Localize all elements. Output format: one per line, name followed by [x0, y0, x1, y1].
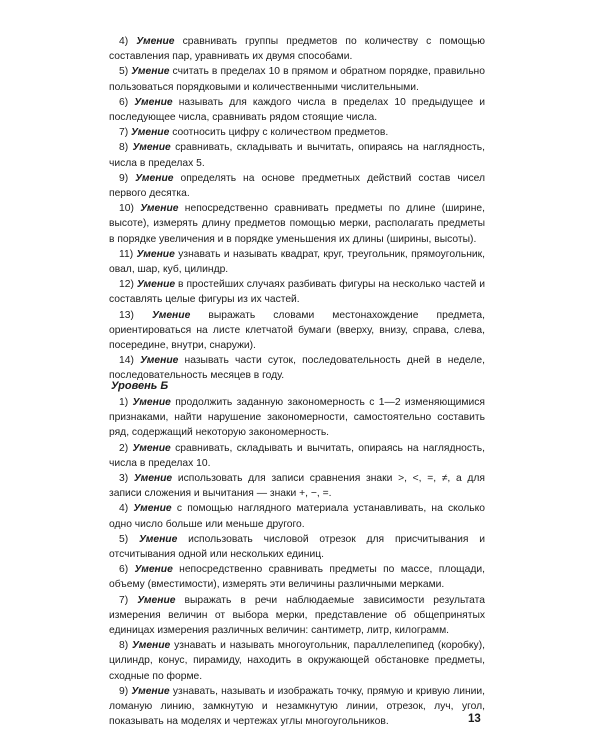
item-number: 10) [119, 203, 134, 215]
list-item [109, 277, 485, 307]
list-item [109, 95, 485, 125]
list-item [109, 638, 485, 684]
item-number: 7) [119, 594, 129, 606]
item-number: 13) [119, 309, 134, 321]
list-item [109, 64, 485, 94]
item-keyword: Умение [131, 685, 170, 697]
item-number: 3) [119, 473, 129, 485]
item-keyword: Умение [136, 248, 175, 260]
item-number: 8) [119, 142, 129, 154]
item-text: определять на основе предметных действий состав чисел первого десятка. [109, 172, 485, 200]
list-item [109, 441, 485, 471]
item-text: использовать для записи сравнения знаки >, <, =, ≠, а для записи сложения и вычитания — знаки +, −, =. [109, 473, 485, 500]
list-item [109, 308, 485, 354]
item-text: выражать в речи наблюдаемые зависимости результата измерения величин от выбора мерки, представление об общепринятых единицах измерения различных величин: сантиметр, литр, килограмм. [109, 594, 485, 637]
item-text: называть части суток, последовательность дней в неделе, последовательность месяцев в году. [109, 355, 485, 382]
item-keyword: Умение [132, 442, 171, 454]
item-number: 4) [119, 503, 129, 515]
item-keyword: Умение [139, 533, 178, 545]
list-item [109, 471, 485, 501]
item-number: 5) [119, 533, 129, 545]
item-number: 14) [119, 355, 134, 367]
item-keyword: Умение [136, 279, 176, 291]
item-number: 1) [119, 397, 129, 408]
item-keyword: Умение [137, 594, 176, 606]
level-heading: Уровень Б [111, 380, 169, 392]
item-keyword: Умение [140, 355, 179, 367]
item-text: называть для каждого числа в пределах 10 предыдущее и последующее числа, сравнивать рядом стоящие числа. [109, 96, 485, 124]
list-item [109, 247, 485, 277]
list-item [109, 171, 485, 201]
item-number: 5) [119, 66, 129, 78]
list-item [109, 395, 485, 441]
item-number: 2) [119, 442, 129, 454]
page-number: 13 [468, 713, 481, 725]
list-item [109, 562, 485, 592]
item-number: 7) [119, 127, 129, 139]
item-text: сравнивать, складывать и вычитать, опираясь на наглядность, числа в пределах 10. [109, 442, 485, 469]
item-keyword: Умение [131, 66, 170, 78]
item-text: соотносить цифру с количеством предметов. [169, 127, 389, 139]
item-number: 6) [119, 564, 129, 576]
item-text: продолжить заданную закономерность с 1—2 изменяющимися признаками, найти нарушение закономерности, самостоятельно составить ряд, содержащий некоторую закономерность. [109, 397, 485, 439]
list-item [109, 501, 485, 531]
level-b-list [109, 395, 485, 729]
item-text: сравнивать, складывать и вычитать, опираясь на наглядность, числа в пределах 5. [109, 142, 485, 169]
list-item [109, 684, 485, 730]
item-number: 4) [119, 36, 129, 47]
item-number: 11) [119, 248, 134, 260]
item-text: непосредственно сравнивать предметы по массе, площади, объему (вместимости), измерять эти величины различными мерками. [109, 564, 485, 591]
item-keyword: Умение [131, 127, 170, 139]
list-item [109, 201, 485, 247]
item-keyword: Умение [134, 564, 173, 576]
item-text: использовать числовой отрезок для присчитывания и отсчитывания одной или нескольких единиц. [109, 533, 485, 561]
item-text: узнавать и называть многоугольник, параллелепипед (коробку), цилиндр, конус, пирамиду, находить в окружающей обстановке предметы, сходные по форме. [109, 640, 485, 682]
item-number: 6) [119, 96, 129, 108]
item-keyword: Умение [132, 142, 171, 154]
list-item [109, 140, 485, 170]
item-text: непосредственно сравнивать предметы по длине (ширине, высоте), измерять длину предметов помощью мерки, располагать предметы в порядке увеличения и в порядке уменьшения их длины (ширины, высоты). [109, 203, 485, 245]
item-keyword: Умение [152, 309, 191, 321]
item-keyword: Умение [135, 172, 174, 184]
item-text: выражать словами местонахождение предмета, ориентироваться на листе клетчатой бумаги (вверху, внизу, справа, слева, посередине, внутри, снаружи). [109, 309, 485, 352]
item-keyword: Умение [133, 473, 173, 485]
list-item [109, 34, 485, 64]
item-keyword: Умение [132, 397, 171, 408]
item-number: 9) [119, 685, 129, 697]
item-number: 12) [119, 279, 134, 291]
item-number: 9) [119, 172, 129, 184]
item-text: с помощью наглядного материала устанавливать, на сколько одно число больше или меньше другого. [109, 503, 485, 530]
item-text: в простейших случаях разбивать фигуры на несколько частей и составлять целые фигуры из их частей. [109, 279, 485, 306]
item-text: узнавать и называть квадрат, круг, треугольник, прямоугольник, овал, шар, куб, цилиндр. [109, 248, 485, 276]
item-text: считать в пределах 10 в прямом и обратном порядке, правильно пользоваться порядковыми и количественными числительными. [109, 66, 485, 93]
item-text: узнавать, называть и изображать точку, прямую и кривую линии, ломаную линию, замкнутую и незамкнутую линии, отрезок, луч, угол, показывать на моделях и чертежах углы многоугольников. [109, 685, 485, 728]
item-keyword: Умение [133, 503, 172, 515]
item-number: 8) [119, 640, 129, 652]
item-keyword: Умение [131, 640, 171, 652]
level-a-list [109, 34, 485, 384]
list-item [109, 593, 485, 639]
item-keyword: Умение [140, 203, 179, 215]
item-keyword: Умение [134, 96, 173, 108]
list-item [109, 532, 485, 562]
item-keyword: Умение [136, 36, 175, 47]
item-text: сравнивать группы предметов по количеству с помощью составления пар, уравнивать их двумя способами. [109, 36, 485, 63]
list-item [109, 125, 485, 140]
